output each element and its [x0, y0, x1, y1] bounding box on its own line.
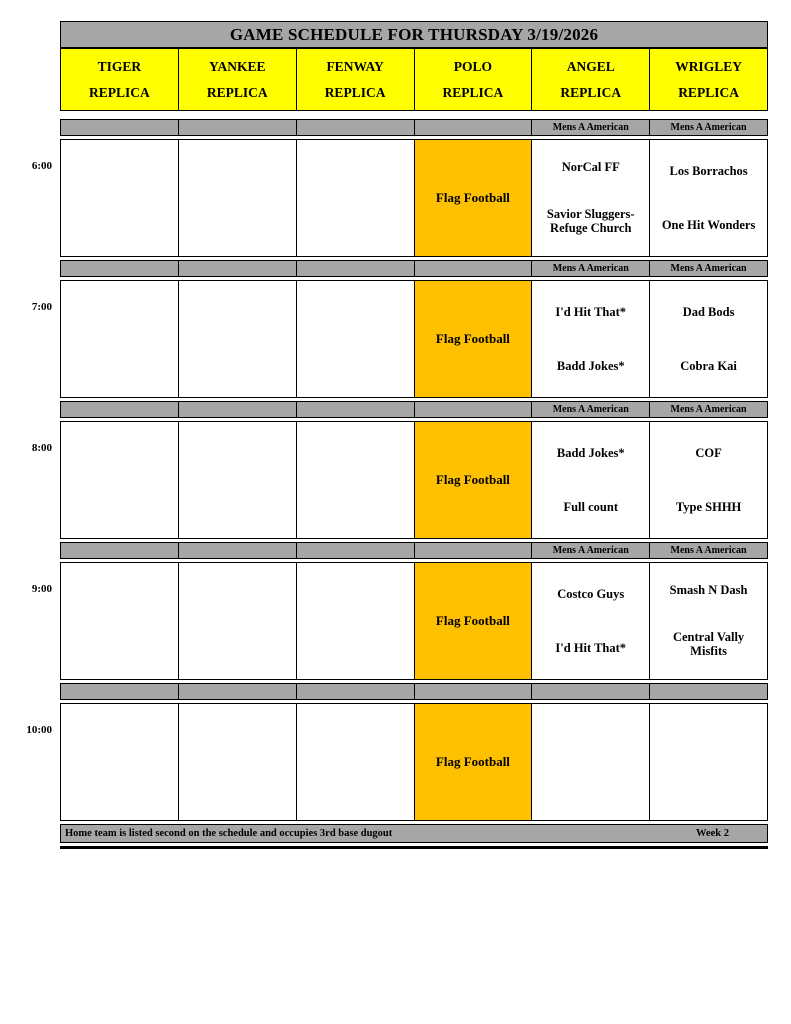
field-name: POLO — [453, 58, 493, 74]
league-strip-row-600 — [60, 119, 768, 136]
game-cell-yankee — [179, 563, 296, 679]
league-label-wrigley — [650, 684, 767, 699]
league-label-wrigley: Mens A American — [650, 261, 767, 276]
game-cell-angel — [532, 563, 649, 679]
league-label-wrigley: Mens A American — [650, 543, 767, 558]
field-header-polo — [415, 49, 532, 110]
league-strip-row-800 — [60, 401, 768, 418]
time-label: 8:00 — [31, 442, 52, 454]
field-header-tiger — [61, 49, 178, 110]
game-cell-wrigley — [650, 704, 767, 820]
league-strip-cell — [415, 120, 532, 135]
game-cell-tiger — [61, 422, 178, 538]
game-cell-tiger — [61, 281, 178, 397]
home-team: Central Vally Misfits — [672, 629, 745, 659]
game-cell-angel — [532, 140, 649, 256]
flag-football-label: Flag Football — [435, 190, 510, 205]
league-strip-cell — [415, 402, 532, 417]
game-cell-wrigley — [650, 563, 767, 679]
game-row-1000 — [60, 703, 768, 821]
league-strip-cell — [61, 402, 178, 417]
home-team: Type SHHH — [675, 499, 742, 514]
league-label-wrigley: Mens A American — [650, 120, 767, 135]
flag-football-label: Flag Football — [435, 472, 510, 487]
league-strip-cell — [297, 120, 414, 135]
league-label-angel: Mens A American — [532, 261, 649, 276]
flag-football-label: Flag Football — [435, 331, 510, 346]
spacer — [60, 111, 768, 119]
field-name: ANGEL — [566, 58, 615, 74]
field-name: YANKEE — [208, 58, 266, 74]
league-label-wrigley: Mens A American — [650, 402, 767, 417]
game-cell-wrigley — [650, 422, 767, 538]
away-team: Costco Guys — [557, 586, 625, 601]
game-cell-wrigley — [650, 140, 767, 256]
game-row-700 — [60, 280, 768, 398]
league-strip-cell — [61, 543, 178, 558]
field-header-row — [60, 48, 768, 111]
game-row-600 — [60, 139, 768, 257]
flag-football-label: Flag Football — [435, 613, 510, 628]
game-cell-tiger — [61, 140, 178, 256]
league-label-angel: Mens A American — [532, 402, 649, 417]
field-sub: REPLICA — [324, 84, 386, 100]
away-team: Los Borrachos — [669, 163, 748, 178]
league-strip-cell — [179, 120, 296, 135]
flag-football-cell — [415, 140, 532, 256]
away-team: Dad Bods — [682, 304, 735, 319]
game-cell-fenway — [297, 704, 414, 820]
league-strip-cell — [179, 543, 296, 558]
league-label-angel — [532, 684, 649, 699]
game-cell-angel — [532, 704, 649, 820]
home-team: One Hit Wonders — [661, 217, 756, 232]
away-team: Badd Jokes* — [556, 445, 625, 460]
time-label: 10:00 — [26, 724, 52, 736]
page-title: GAME SCHEDULE FOR THURSDAY 3/19/2026 — [60, 21, 768, 48]
away-team: COF — [695, 445, 722, 460]
field-name: WRIGLEY — [675, 58, 742, 74]
footer-note: Home team is listed second on the schedule and occupies 3rd base dugout — [65, 828, 393, 839]
away-team: Smash N Dash — [669, 582, 748, 597]
game-cell-yankee — [179, 704, 296, 820]
home-team: Savior Sluggers-Refuge Church — [546, 206, 635, 236]
game-cell-fenway — [297, 281, 414, 397]
league-strip-cell — [61, 120, 178, 135]
league-strip-cell — [179, 684, 296, 699]
footer-row — [60, 824, 768, 843]
time-label: 7:00 — [31, 301, 52, 313]
game-cell-yankee — [179, 140, 296, 256]
game-row-900 — [60, 562, 768, 680]
league-strip-cell — [179, 261, 296, 276]
game-cell-yankee — [179, 422, 296, 538]
field-sub: REPLICA — [678, 84, 739, 100]
time-label: 9:00 — [31, 583, 52, 595]
field-header-yankee — [179, 49, 296, 110]
league-strip-cell — [297, 543, 414, 558]
league-strip-cell — [61, 684, 178, 699]
field-header-angel — [532, 49, 649, 110]
league-strip-cell — [415, 261, 532, 276]
league-strip-cell — [415, 543, 532, 558]
home-team: Full count — [563, 499, 618, 514]
game-cell-tiger — [61, 563, 178, 679]
league-strip-cell — [179, 402, 296, 417]
field-sub: REPLICA — [89, 84, 150, 100]
field-sub: REPLICA — [442, 84, 504, 100]
game-cell-angel — [532, 281, 649, 397]
game-cell-wrigley — [650, 281, 767, 397]
game-cell-fenway — [297, 563, 414, 679]
flag-football-cell — [415, 422, 532, 538]
schedule-sheet — [60, 21, 768, 849]
field-header-wrigley — [650, 49, 767, 110]
away-team: I'd Hit That* — [555, 304, 627, 319]
flag-football-label: Flag Football — [435, 754, 510, 769]
field-sub: REPLICA — [206, 84, 268, 100]
game-cell-angel — [532, 422, 649, 538]
footer-week: Week 2 — [696, 828, 729, 839]
league-strip-cell — [297, 261, 414, 276]
league-strip-row-900 — [60, 542, 768, 559]
home-team: Badd Jokes* — [556, 358, 625, 373]
league-strip-cell — [415, 684, 532, 699]
field-name: TIGER — [97, 58, 142, 74]
league-strip-cell — [297, 684, 414, 699]
game-row-800 — [60, 421, 768, 539]
home-team: Cobra Kai — [680, 358, 737, 373]
league-strip-row-700 — [60, 260, 768, 277]
home-team: I'd Hit That* — [555, 640, 627, 655]
league-label-angel: Mens A American — [532, 120, 649, 135]
time-label: 6:00 — [31, 160, 52, 172]
flag-football-cell — [415, 281, 532, 397]
field-sub: REPLICA — [560, 84, 622, 100]
game-cell-yankee — [179, 281, 296, 397]
flag-football-cell — [415, 563, 532, 679]
field-header-fenway — [297, 49, 414, 110]
game-cell-tiger — [61, 704, 178, 820]
league-strip-row-1000 — [60, 683, 768, 700]
game-cell-fenway — [297, 140, 414, 256]
league-strip-cell — [297, 402, 414, 417]
league-label-angel: Mens A American — [532, 543, 649, 558]
game-cell-fenway — [297, 422, 414, 538]
flag-football-cell — [415, 704, 532, 820]
league-strip-cell — [61, 261, 178, 276]
away-team: NorCal FF — [561, 159, 620, 174]
field-name: FENWAY — [326, 58, 384, 74]
bottom-border — [60, 846, 768, 849]
